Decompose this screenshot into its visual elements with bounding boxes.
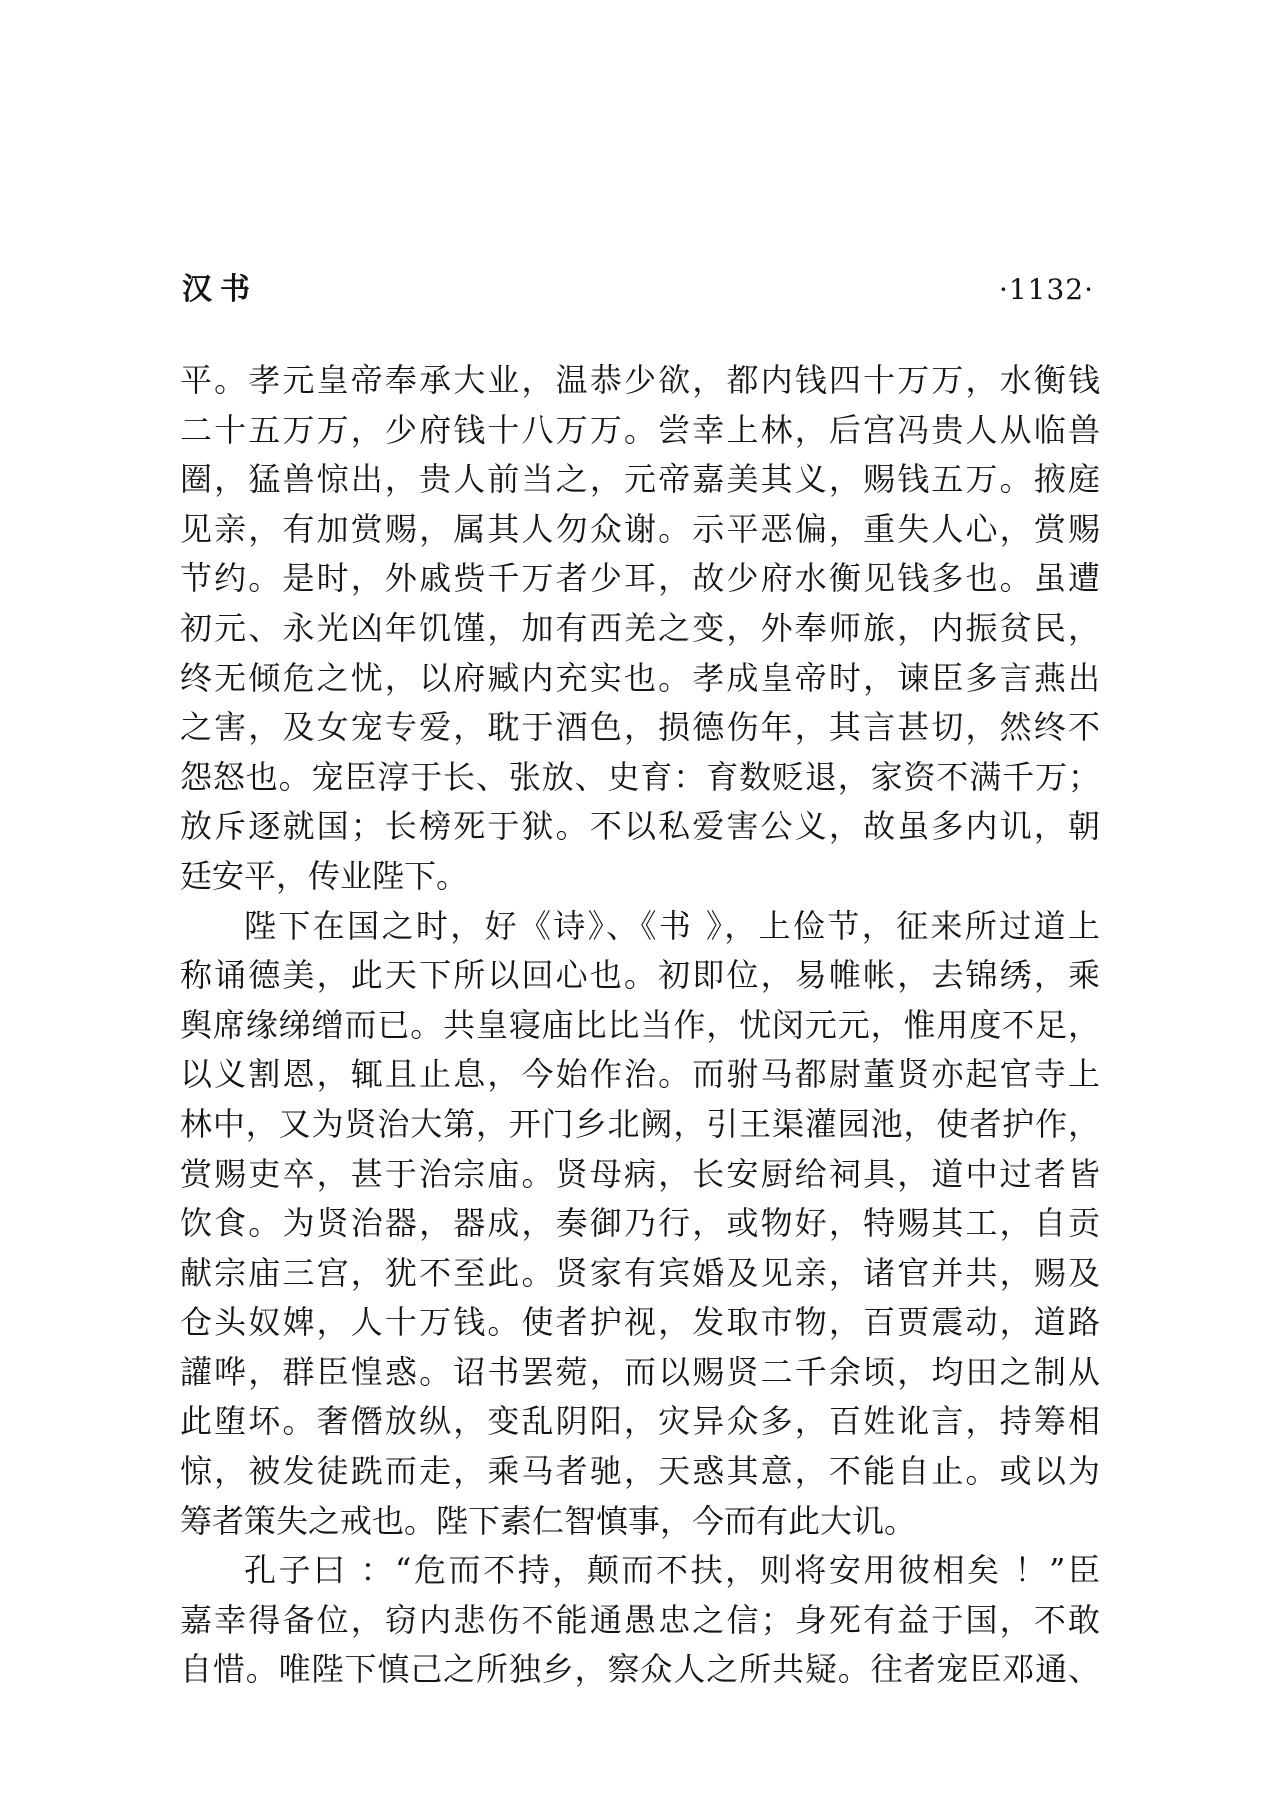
body-text (180, 356, 1100, 1695)
running-head (182, 268, 1094, 312)
text-line: 放斥逐就国；长榜死于狱。不以私爱害公义，故虽多内讥，朝 (180, 807, 1100, 846)
text-line: 二十五万万，少府钱十八万万。尝幸上林，后宫冯贵人从临兽 (180, 410, 1100, 449)
text-line: 终无倾危之忧，以府臧内充实也。孝成皇帝时，谏臣多言燕出 (180, 658, 1100, 697)
text-line: 孔子曰 ：“危而不持，颠而不扶，则将安用彼相矣 ！”臣 (244, 1551, 1100, 1590)
text-line: 仓头奴婢，人十万钱。使者护视，发取市物，百贾震动，道路 (180, 1303, 1100, 1342)
text-line: 廷安平，传业陛下。 (180, 856, 469, 895)
text-line: 节约。是时，外戚赀千万者少耳，故少府水衡见钱多也。虽遭 (180, 559, 1100, 598)
book-title: 汉书 (182, 272, 258, 307)
text-line: 舆席缘绨缯而已。共皇寝庙比比当作，忧闵元元，惟用度不足， (180, 1005, 1100, 1044)
text-line: 献宗庙三宫，犹不至此。贤家有宾婚及见亲，诸官并共，赐及 (180, 1253, 1100, 1292)
text-line: 初元、永光凶年饥馑，加有西羌之变，外奉师旅，内振贫民， (180, 608, 1100, 647)
text-line: 林中，又为贤治大第，开门乡北阙，引王渠灌园池，使者护作， (180, 1104, 1100, 1143)
text-line: 以义割恩，辄且止息，今始作治。而驸马都尉董贤亦起官寺上 (180, 1055, 1100, 1094)
text-line: 陛下在国之时，好《诗》、《书 》，上俭节，征来所过道上 (244, 906, 1100, 945)
text-line: 嘉幸得备位，窃内悲伤不能通愚忠之信；身死有益于国，不敢 (180, 1600, 1100, 1639)
text-line: 见亲，有加赏赐，属其人勿众谢。示平恶偏，重失人心，赏赐 (180, 509, 1100, 548)
text-line: 怨怒也。宠臣淳于长、张放、史育：育数贬退，家资不满千万； (180, 757, 1100, 796)
text-line: 惊，被发徒跣而走，乘马者驰，天惑其意，不能自止。或以为 (180, 1452, 1100, 1491)
text-line: 圈，猛兽惊出，贵人前当之，元帝嘉美其义，赐钱五万。掖庭 (180, 460, 1100, 499)
text-line: 之害，及女宠专爱，耽于酒色，损德伤年，其言甚切，然终不 (180, 708, 1100, 747)
text-line: 赏赐吏卒，甚于治宗庙。贤母病，长安厨给祠具，道中过者皆 (180, 1154, 1100, 1193)
text-line: 讙哗，群臣惶惑。诏书罢菀，而以赐贤二千余顷，均田之制从 (180, 1352, 1100, 1391)
text-line: 自惜。唯陛下慎己之所独乡，察众人之所共疑。往者宠臣邓通、 (180, 1650, 1100, 1689)
text-line: 饮食。为贤治器，器成，奏御乃行，或物好，特赐其工，自贡 (180, 1204, 1100, 1243)
page-number: ·1132· (998, 273, 1094, 306)
text-line: 此堕坏。奢僭放纵，变乱阴阳，灾异众多，百姓讹言，持筹相 (180, 1402, 1100, 1441)
text-line: 平。孝元皇帝奉承大业，温恭少欲，都内钱四十万万，水衡钱 (180, 361, 1100, 399)
text-line: 筹者策失之戒也。陛下素仁智慎事，今而有此大讥。 (180, 1501, 917, 1540)
text-line: 称诵德美，此天下所以回心也。初即位，易帷帐，去锦绣，乘 (180, 956, 1100, 995)
